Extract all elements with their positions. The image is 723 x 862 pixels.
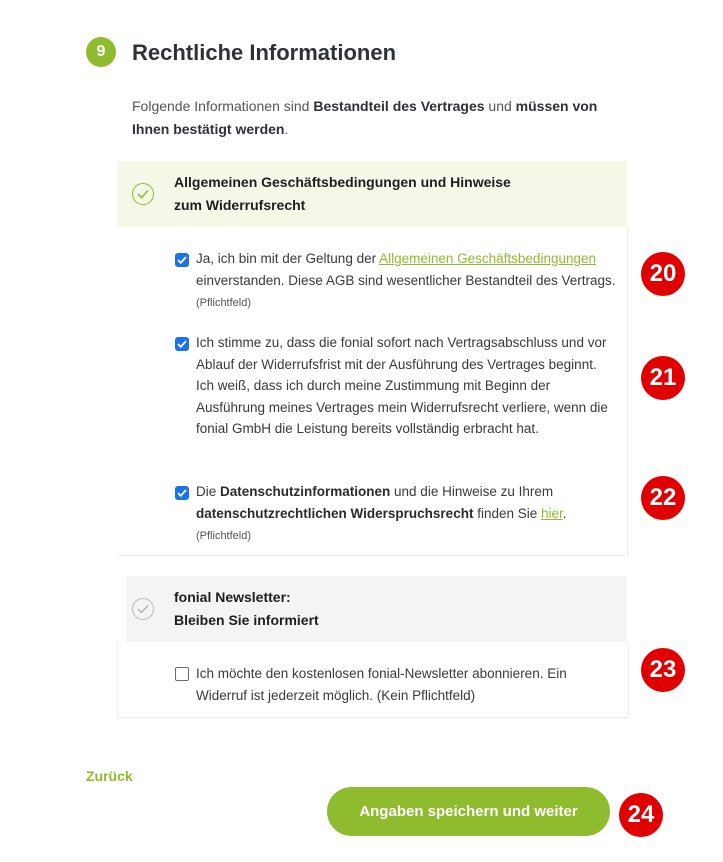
- annotation-marker-23: 23: [641, 648, 685, 692]
- save-and-continue-button[interactable]: Angaben speichern und weiter: [327, 787, 610, 836]
- agb-consent-text: Ja, ich bin mit der Geltung der Allgemeinen Geschäftsbedingungen einverstanden. Diese AGB sind wesentlicher Bestandteil des Vertrags. (Pflichtfeld): [196, 251, 616, 309]
- section-intro: Folgende Informationen sind Bestandteil des Vertrages und müssen von Ihnen bestätigt werden.: [132, 98, 598, 137]
- back-link[interactable]: Zurück: [86, 768, 133, 784]
- privacy-consent-text: Die Datenschutzinformationen und die Hinweise zu Ihrem datenschutzrechtlichen Widerspruchsrecht finden Sie hier. (Pflichtfeld): [196, 484, 567, 542]
- newsletter-panel-header: [126, 576, 627, 642]
- section-title: Rechtliche Informationen: [132, 40, 397, 65]
- annotation-marker-21: 21: [641, 356, 685, 400]
- newsletter-checkbox[interactable]: [175, 667, 189, 681]
- check-circle-icon: [132, 183, 154, 205]
- agb-panel-body-gutter: [117, 227, 152, 555]
- newsletter-text: Ich möchte den kostenlosen fonial-Newsletter abonnieren. Ein Widerruf ist jederzeit möglich. (Kein Pflichtfeld): [196, 666, 567, 703]
- agb-link[interactable]: Allgemeinen Geschäftsbedingungen: [379, 251, 596, 266]
- agb-panel-header: [117, 161, 627, 227]
- newsletter-panel-title: fonial Newsletter: Bleiben Sie informiert: [174, 589, 319, 628]
- annotation-marker-24: 24: [619, 793, 663, 837]
- agb-panel-title: Allgemeinen Geschäftsbedingungen und Hinweise zum Widerrufsrecht: [174, 174, 511, 213]
- privacy-consent-checkbox[interactable]: [175, 486, 189, 500]
- annotation-marker-22: 22: [641, 476, 685, 520]
- privacy-link[interactable]: hier: [541, 505, 563, 521]
- agb-consent-checkbox[interactable]: [175, 253, 189, 267]
- check-circle-icon: [132, 598, 154, 620]
- withdrawal-consent-text: Ich stimme zu, dass die fonial sofort nach Vertragsabschluss und vor Ablauf der Widerrufsfrist mit der Ausführung des Vertrages beginnt. Ich weiß, dass ich durch meine Zustimmung mit Beginn der Ausführung meines Vertrages mein Widerrufsrecht verliere, wenn die fonial GmbH die Leistung bereits vollständig erbracht hat.: [196, 335, 608, 436]
- annotation-marker-20: 20: [641, 252, 685, 296]
- withdrawal-consent-checkbox[interactable]: [175, 337, 189, 351]
- step-number-badge: 9: [86, 37, 116, 67]
